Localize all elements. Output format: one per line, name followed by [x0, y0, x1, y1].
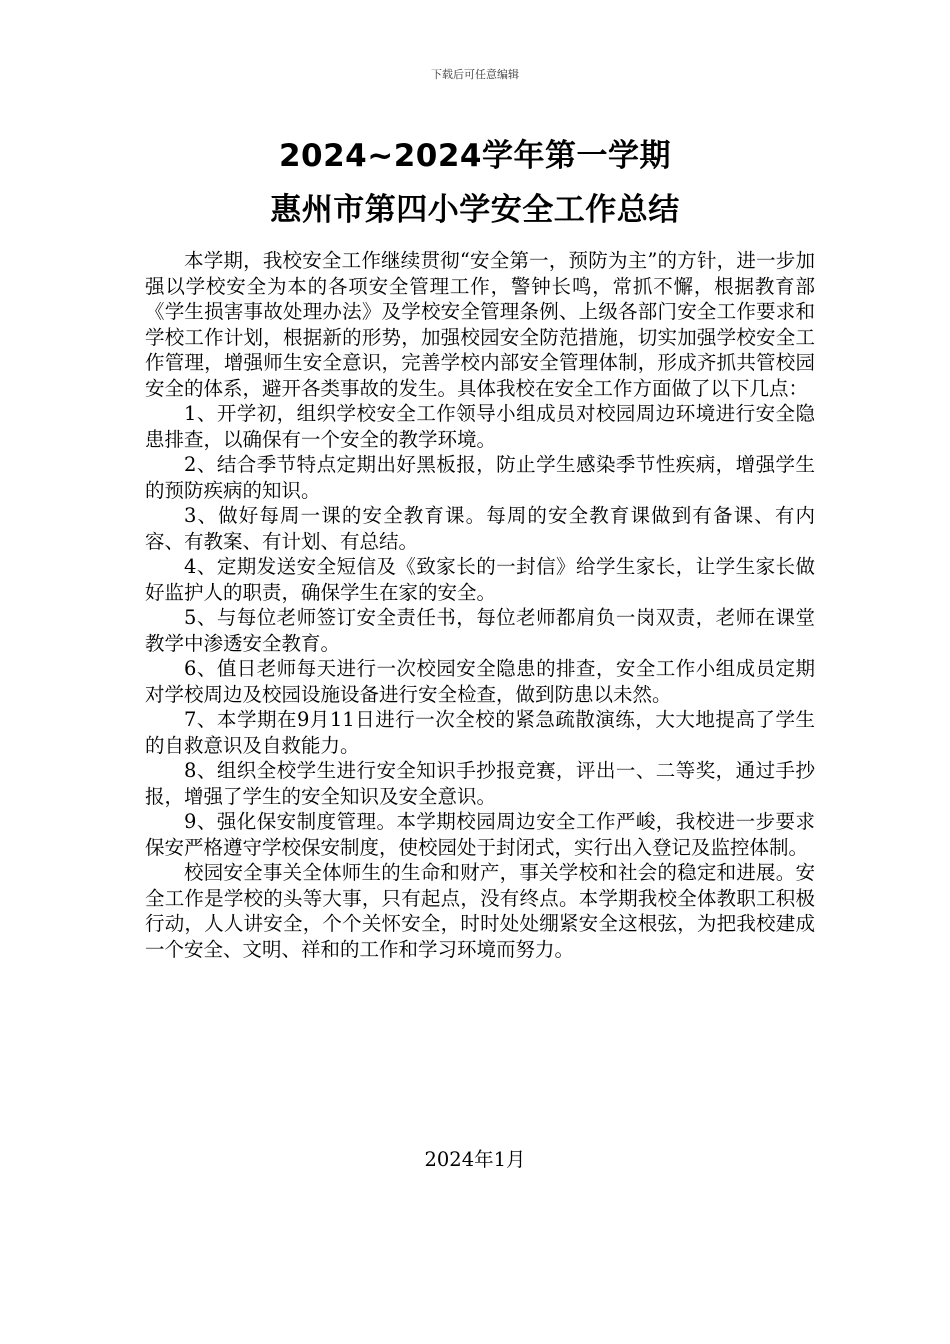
paragraph-item-5: 5、与每位老师签订安全责任书，每位老师都肩负一岗双责，老师在课堂教学中渗透安全教育。: [145, 606, 815, 655]
paragraph-item-4: 4、定期发送安全短信及《致家长的一封信》给学生家长，让学生家长做好监护人的职责，确保学生在家的安全。: [145, 555, 815, 604]
header-note: 下载后可任意编辑: [431, 68, 519, 81]
paragraph-item-9: 9、强化保安制度管理。本学期校园周边安全工作严峻，我校进一步要求保安严格遵守学校保安制度，使校园处于封闭式，实行出入登记及监控体制。: [145, 810, 815, 859]
paragraph-item-8: 8、组织全校学生进行安全知识手抄报竞赛，评出一、二等奖，通过手抄报，增强了学生的安全知识及安全意识。: [145, 759, 815, 808]
paragraph-item-2: 2、结合季节特点定期出好黑板报，防止学生感染季节性疾病，增强学生的预防疾病的知识。: [145, 453, 815, 502]
title-line-2: 惠州市第四小学安全工作总结: [270, 192, 680, 228]
paragraph-conclusion: 校园安全事关全体师生的生命和财产，事关学校和社会的稳定和进展。安全工作是学校的头等大事，只有起点，没有终点。本学期我校全体教职工积极行动，人人讲安全，个个关怀安全，时时处处绷紧安全这根弦，为把我校建成一个安全、文明、祥和的工作和学习环境而努力。: [145, 861, 815, 961]
paragraph-intro: 本学期，我校安全工作继续贯彻“安全第一，预防为主”的方针，进一步加强以学校安全为本的各项安全管理工作，警钟长鸣，常抓不懈，根据教育部《学生损害事故处理办法》及学校安全管理条例、上级各部门安全工作要求和学校工作计划，根据新的形势，加强校园安全防范措施，切实加强学校安全工作管理，增强师生安全意识，完善学校内部安全管理体制，形成齐抓共管校园安全的体系，避开各类事故的发生。具体我校在安全工作方面做了以下几点：: [145, 249, 815, 400]
paragraph-item-6: 6、值日老师每天进行一次校园安全隐患的排查，安全工作小组成员定期对学校周边及校园设施设备进行安全检查，做到防患以未然。: [145, 657, 815, 706]
paragraph-item-7: 7、本学期在9月11日进行一次全校的紧急疏散演练，大大地提高了学生的自救意识及自救能力。: [145, 708, 815, 757]
paragraph-item-3: 3、做好每周一课的安全教育课。每周的安全教育课做到有备课、有内容、有教案、有计划、有总结。: [145, 504, 815, 553]
document-date: 2024年1月: [424, 1148, 526, 1171]
paragraph-item-1: 1、开学初，组织学校安全工作领导小组成员对校园周边环境进行安全隐患排查，以确保有一个安全的教学环境。: [145, 402, 815, 451]
title-line-1: 2024~2024学年第一学期: [278, 138, 672, 174]
document-body: [145, 248, 815, 962]
